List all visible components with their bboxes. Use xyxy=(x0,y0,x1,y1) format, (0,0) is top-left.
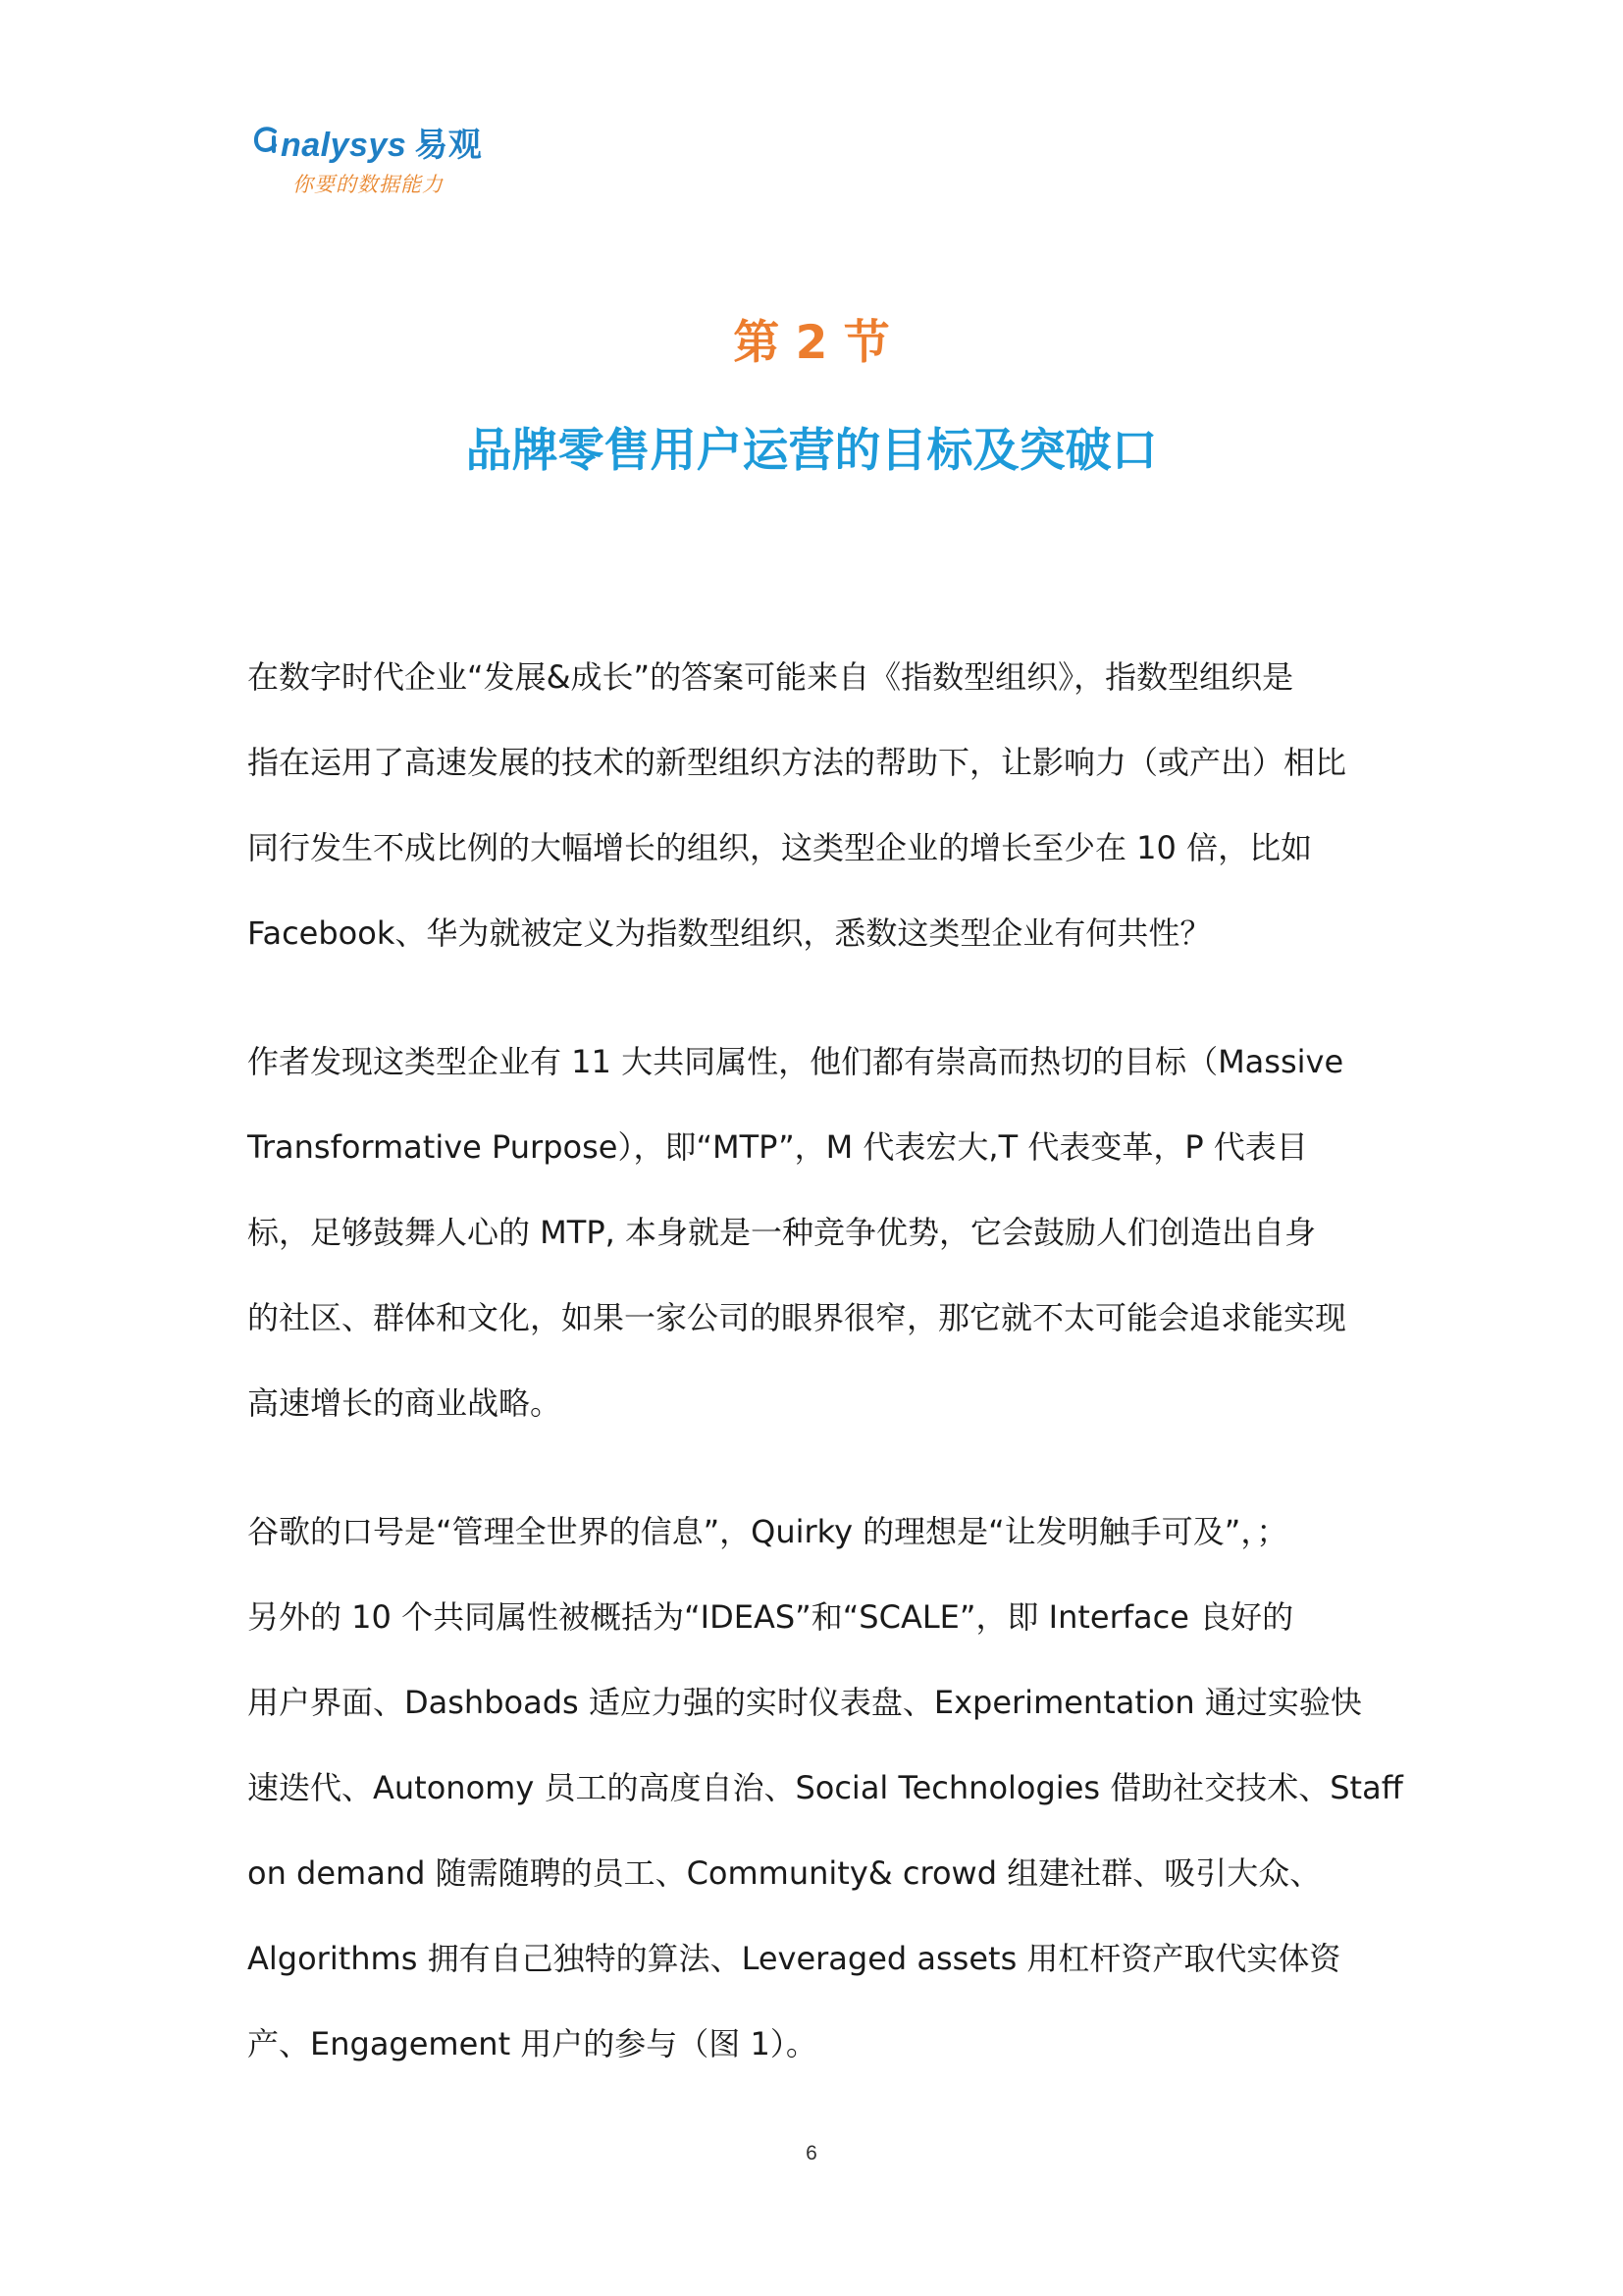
paragraph-3 xyxy=(247,1489,1405,2087)
paragraph-line: 产、Engagement 用户的参与（图 1）。 xyxy=(247,2025,817,2062)
paragraph-line: on demand 随需随聘的员工、Community& crowd 组建社群、吸引大众、 xyxy=(247,1854,1322,1892)
paragraph-2 xyxy=(247,1019,1405,1446)
paragraph-line: Facebook、华为就被定义为指数型组织，悉数这类型企业有何共性？ xyxy=(247,914,1212,952)
logo-wordmark: nalysys xyxy=(281,127,407,164)
paragraph-line: Algorithms 拥有自己独特的算法、Leveraged assets 用杠杆资产取代实体资 xyxy=(247,1940,1341,1977)
paragraph-line: 同行发生不成比例的大幅增长的组织，这类型企业的增长至少在 10 倍，比如 xyxy=(247,829,1313,866)
paragraph-line: Transformative Purpose），即“MTP”，M 代表宏大,T 代表变革，P 代表目 xyxy=(247,1128,1308,1166)
paragraph-1 xyxy=(247,635,1405,976)
paragraph-line: 高速增长的商业战略。 xyxy=(247,1384,562,1422)
paragraph-line: 用户界面、Dashboads 适应力强的实时仪表盘、Experimentation 通过实验快 xyxy=(247,1684,1362,1721)
paragraph-line: 的社区、群体和文化，如果一家公司的眼界很窄，那它就不太可能会追求能实现 xyxy=(247,1299,1347,1336)
logo-tagline: 你要的数据能力 xyxy=(292,173,444,196)
paragraph-line: 速迭代、Autonomy 员工的高度自治、Social Technologies 借助社交技术、Staff xyxy=(247,1769,1403,1806)
paragraph-line: 指在运用了高速发展的技术的新型组织方法的帮助下，让影响力（或产出）相比 xyxy=(247,744,1347,781)
paragraph-line: 标，足够鼓舞人心的 MTP, 本身就是一种竞争优势，它会鼓励人们创造出自身 xyxy=(247,1214,1316,1251)
logo-swoosh-icon xyxy=(253,126,279,155)
analysys-logo xyxy=(257,118,512,198)
logo-brand-cn: 易观 xyxy=(414,126,483,165)
paragraph-line: 另外的 10 个共同属性被概括为“IDEAS”和“SCALE”，即 Interface 良好的 xyxy=(247,1598,1294,1636)
section-number: 第 2 节 xyxy=(733,316,890,370)
paragraph-line: 在数字时代企业“发展&成长”的答案可能来自《指数型组织》，指数型组织是 xyxy=(247,658,1294,696)
paragraph-line: 谷歌的口号是“管理全世界的信息”，Quirky 的理想是“让发明触手可及”，； xyxy=(247,1513,1288,1550)
page-number: 6 xyxy=(806,2142,817,2165)
paragraph-line: 作者发现这类型企业有 11 大共同属性，他们都有崇高而热切的目标（Massive xyxy=(247,1043,1344,1080)
section-title: 品牌零售用户运营的目标及突破口 xyxy=(465,424,1158,478)
